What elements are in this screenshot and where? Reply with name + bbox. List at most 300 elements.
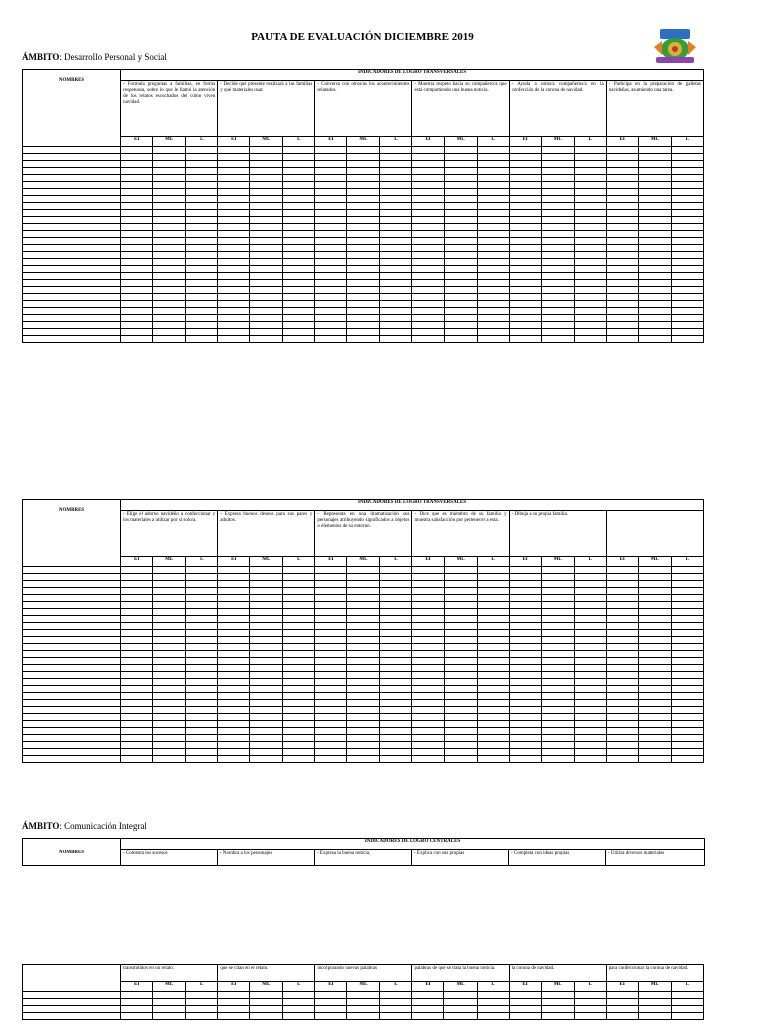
- student-name-cell[interactable]: [23, 259, 121, 266]
- score-cell[interactable]: [509, 336, 541, 343]
- student-name-cell[interactable]: [23, 301, 121, 308]
- score-cell[interactable]: [509, 658, 541, 665]
- score-cell[interactable]: [218, 322, 250, 329]
- score-cell[interactable]: [218, 665, 250, 672]
- score-cell[interactable]: [477, 322, 509, 329]
- score-cell[interactable]: [638, 999, 671, 1006]
- score-cell[interactable]: [347, 721, 380, 728]
- score-cell[interactable]: [671, 665, 703, 672]
- score-cell[interactable]: [186, 301, 218, 308]
- score-cell[interactable]: [509, 273, 541, 280]
- student-name-cell[interactable]: [23, 182, 121, 189]
- score-cell[interactable]: [347, 735, 380, 742]
- score-cell[interactable]: [315, 749, 347, 756]
- score-cell[interactable]: [541, 700, 574, 707]
- score-cell[interactable]: [186, 168, 218, 175]
- score-cell[interactable]: [541, 182, 574, 189]
- score-cell[interactable]: [606, 644, 638, 651]
- student-name-cell[interactable]: [23, 196, 121, 203]
- score-cell[interactable]: [444, 714, 477, 721]
- score-cell[interactable]: [509, 665, 541, 672]
- score-cell[interactable]: [218, 308, 250, 315]
- score-cell[interactable]: [121, 196, 153, 203]
- score-cell[interactable]: [315, 630, 347, 637]
- score-cell[interactable]: [606, 700, 638, 707]
- score-cell[interactable]: [186, 287, 218, 294]
- score-cell[interactable]: [638, 651, 671, 658]
- score-cell[interactable]: [186, 231, 218, 238]
- score-cell[interactable]: [380, 714, 412, 721]
- score-cell[interactable]: [315, 651, 347, 658]
- score-cell[interactable]: [638, 630, 671, 637]
- score-cell[interactable]: [574, 693, 606, 700]
- score-cell[interactable]: [574, 679, 606, 686]
- score-cell[interactable]: [606, 308, 638, 315]
- score-cell[interactable]: [153, 196, 186, 203]
- score-cell[interactable]: [509, 182, 541, 189]
- score-cell[interactable]: [218, 161, 250, 168]
- student-name-cell[interactable]: [23, 329, 121, 336]
- score-cell[interactable]: [250, 217, 283, 224]
- score-cell[interactable]: [671, 679, 703, 686]
- score-cell[interactable]: [444, 616, 477, 623]
- score-cell[interactable]: [671, 623, 703, 630]
- score-cell[interactable]: [574, 182, 606, 189]
- score-cell[interactable]: [218, 203, 250, 210]
- student-name-cell[interactable]: [23, 721, 121, 728]
- score-cell[interactable]: [444, 245, 477, 252]
- score-cell[interactable]: [671, 700, 703, 707]
- score-cell[interactable]: [380, 749, 412, 756]
- score-cell[interactable]: [574, 224, 606, 231]
- score-cell[interactable]: [186, 588, 218, 595]
- score-cell[interactable]: [315, 686, 347, 693]
- score-cell[interactable]: [218, 182, 250, 189]
- score-cell[interactable]: [671, 280, 703, 287]
- score-cell[interactable]: [121, 329, 153, 336]
- score-cell[interactable]: [315, 161, 347, 168]
- score-cell[interactable]: [606, 679, 638, 686]
- score-cell[interactable]: [574, 280, 606, 287]
- score-cell[interactable]: [671, 175, 703, 182]
- score-cell[interactable]: [121, 595, 153, 602]
- score-cell[interactable]: [186, 315, 218, 322]
- score-cell[interactable]: [121, 700, 153, 707]
- score-cell[interactable]: [606, 189, 638, 196]
- score-cell[interactable]: [121, 999, 153, 1006]
- score-cell[interactable]: [638, 728, 671, 735]
- student-name-cell[interactable]: [23, 224, 121, 231]
- score-cell[interactable]: [347, 623, 380, 630]
- score-cell[interactable]: [574, 742, 606, 749]
- score-cell[interactable]: [541, 175, 574, 182]
- score-cell[interactable]: [444, 756, 477, 763]
- score-cell[interactable]: [412, 735, 444, 742]
- score-cell[interactable]: [347, 280, 380, 287]
- score-cell[interactable]: [444, 735, 477, 742]
- score-cell[interactable]: [347, 714, 380, 721]
- score-cell[interactable]: [121, 252, 153, 259]
- score-cell[interactable]: [574, 595, 606, 602]
- score-cell[interactable]: [412, 168, 444, 175]
- score-cell[interactable]: [380, 336, 412, 343]
- score-cell[interactable]: [186, 574, 218, 581]
- score-cell[interactable]: [283, 1013, 315, 1020]
- score-cell[interactable]: [671, 637, 703, 644]
- score-cell[interactable]: [541, 154, 574, 161]
- student-name-cell[interactable]: [23, 728, 121, 735]
- score-cell[interactable]: [606, 721, 638, 728]
- score-cell[interactable]: [186, 665, 218, 672]
- score-cell[interactable]: [638, 231, 671, 238]
- score-cell[interactable]: [574, 651, 606, 658]
- score-cell[interactable]: [477, 203, 509, 210]
- score-cell[interactable]: [121, 154, 153, 161]
- score-cell[interactable]: [283, 658, 315, 665]
- score-cell[interactable]: [574, 714, 606, 721]
- score-cell[interactable]: [121, 992, 153, 999]
- score-cell[interactable]: [412, 273, 444, 280]
- score-cell[interactable]: [186, 602, 218, 609]
- score-cell[interactable]: [218, 224, 250, 231]
- score-cell[interactable]: [477, 1006, 509, 1013]
- score-cell[interactable]: [444, 721, 477, 728]
- score-cell[interactable]: [283, 238, 315, 245]
- score-cell[interactable]: [380, 567, 412, 574]
- score-cell[interactable]: [638, 672, 671, 679]
- student-name-cell[interactable]: [23, 231, 121, 238]
- score-cell[interactable]: [509, 238, 541, 245]
- score-cell[interactable]: [509, 301, 541, 308]
- score-cell[interactable]: [638, 644, 671, 651]
- score-cell[interactable]: [671, 602, 703, 609]
- score-cell[interactable]: [347, 651, 380, 658]
- score-cell[interactable]: [153, 728, 186, 735]
- score-cell[interactable]: [638, 693, 671, 700]
- score-cell[interactable]: [218, 574, 250, 581]
- score-cell[interactable]: [186, 280, 218, 287]
- score-cell[interactable]: [218, 728, 250, 735]
- score-cell[interactable]: [283, 154, 315, 161]
- student-name-cell[interactable]: [23, 154, 121, 161]
- score-cell[interactable]: [121, 749, 153, 756]
- score-cell[interactable]: [250, 644, 283, 651]
- score-cell[interactable]: [218, 679, 250, 686]
- score-cell[interactable]: [574, 294, 606, 301]
- score-cell[interactable]: [153, 595, 186, 602]
- score-cell[interactable]: [671, 686, 703, 693]
- score-cell[interactable]: [412, 336, 444, 343]
- score-cell[interactable]: [444, 175, 477, 182]
- score-cell[interactable]: [541, 581, 574, 588]
- score-cell[interactable]: [121, 574, 153, 581]
- score-cell[interactable]: [477, 308, 509, 315]
- score-cell[interactable]: [153, 693, 186, 700]
- score-cell[interactable]: [574, 686, 606, 693]
- student-name-cell[interactable]: [23, 707, 121, 714]
- score-cell[interactable]: [315, 154, 347, 161]
- score-cell[interactable]: [509, 329, 541, 336]
- score-cell[interactable]: [477, 147, 509, 154]
- student-name-cell[interactable]: [23, 280, 121, 287]
- score-cell[interactable]: [250, 245, 283, 252]
- score-cell[interactable]: [186, 161, 218, 168]
- score-cell[interactable]: [347, 252, 380, 259]
- score-cell[interactable]: [638, 224, 671, 231]
- student-name-cell[interactable]: [23, 336, 121, 343]
- score-cell[interactable]: [671, 301, 703, 308]
- score-cell[interactable]: [380, 637, 412, 644]
- score-cell[interactable]: [444, 329, 477, 336]
- score-cell[interactable]: [380, 294, 412, 301]
- score-cell[interactable]: [380, 329, 412, 336]
- score-cell[interactable]: [477, 301, 509, 308]
- score-cell[interactable]: [347, 1013, 380, 1020]
- score-cell[interactable]: [541, 231, 574, 238]
- score-cell[interactable]: [153, 315, 186, 322]
- score-cell[interactable]: [444, 651, 477, 658]
- score-cell[interactable]: [671, 630, 703, 637]
- score-cell[interactable]: [315, 273, 347, 280]
- score-cell[interactable]: [380, 644, 412, 651]
- score-cell[interactable]: [671, 742, 703, 749]
- score-cell[interactable]: [218, 154, 250, 161]
- score-cell[interactable]: [412, 992, 444, 999]
- student-name-cell[interactable]: [23, 217, 121, 224]
- student-name-cell[interactable]: [23, 749, 121, 756]
- score-cell[interactable]: [444, 567, 477, 574]
- score-cell[interactable]: [638, 637, 671, 644]
- score-cell[interactable]: [218, 259, 250, 266]
- score-cell[interactable]: [250, 992, 283, 999]
- score-cell[interactable]: [186, 609, 218, 616]
- score-cell[interactable]: [574, 616, 606, 623]
- score-cell[interactable]: [347, 154, 380, 161]
- score-cell[interactable]: [315, 1006, 347, 1013]
- score-cell[interactable]: [412, 1006, 444, 1013]
- score-cell[interactable]: [606, 651, 638, 658]
- score-cell[interactable]: [283, 308, 315, 315]
- score-cell[interactable]: [315, 217, 347, 224]
- score-cell[interactable]: [477, 182, 509, 189]
- score-cell[interactable]: [121, 665, 153, 672]
- score-cell[interactable]: [153, 210, 186, 217]
- score-cell[interactable]: [283, 217, 315, 224]
- score-cell[interactable]: [509, 623, 541, 630]
- score-cell[interactable]: [477, 224, 509, 231]
- score-cell[interactable]: [380, 658, 412, 665]
- score-cell[interactable]: [347, 728, 380, 735]
- score-cell[interactable]: [250, 266, 283, 273]
- score-cell[interactable]: [315, 714, 347, 721]
- score-cell[interactable]: [574, 259, 606, 266]
- score-cell[interactable]: [412, 294, 444, 301]
- score-cell[interactable]: [606, 686, 638, 693]
- score-cell[interactable]: [444, 189, 477, 196]
- score-cell[interactable]: [347, 336, 380, 343]
- score-cell[interactable]: [218, 602, 250, 609]
- score-cell[interactable]: [671, 672, 703, 679]
- score-cell[interactable]: [606, 301, 638, 308]
- score-cell[interactable]: [477, 273, 509, 280]
- student-name-cell[interactable]: [23, 644, 121, 651]
- score-cell[interactable]: [444, 749, 477, 756]
- score-cell[interactable]: [153, 623, 186, 630]
- score-cell[interactable]: [606, 280, 638, 287]
- student-name-cell[interactable]: [23, 602, 121, 609]
- score-cell[interactable]: [347, 161, 380, 168]
- score-cell[interactable]: [541, 644, 574, 651]
- score-cell[interactable]: [638, 238, 671, 245]
- score-cell[interactable]: [121, 287, 153, 294]
- score-cell[interactable]: [412, 651, 444, 658]
- score-cell[interactable]: [315, 301, 347, 308]
- student-name-cell[interactable]: [23, 238, 121, 245]
- score-cell[interactable]: [412, 308, 444, 315]
- score-cell[interactable]: [574, 315, 606, 322]
- score-cell[interactable]: [541, 245, 574, 252]
- score-cell[interactable]: [380, 1013, 412, 1020]
- score-cell[interactable]: [218, 686, 250, 693]
- score-cell[interactable]: [412, 756, 444, 763]
- score-cell[interactable]: [153, 238, 186, 245]
- score-cell[interactable]: [186, 992, 218, 999]
- score-cell[interactable]: [186, 294, 218, 301]
- score-cell[interactable]: [347, 588, 380, 595]
- score-cell[interactable]: [541, 259, 574, 266]
- score-cell[interactable]: [509, 147, 541, 154]
- score-cell[interactable]: [121, 679, 153, 686]
- score-cell[interactable]: [121, 161, 153, 168]
- score-cell[interactable]: [412, 749, 444, 756]
- score-cell[interactable]: [541, 161, 574, 168]
- score-cell[interactable]: [477, 266, 509, 273]
- score-cell[interactable]: [574, 707, 606, 714]
- score-cell[interactable]: [380, 280, 412, 287]
- score-cell[interactable]: [638, 1013, 671, 1020]
- score-cell[interactable]: [444, 707, 477, 714]
- score-cell[interactable]: [444, 168, 477, 175]
- score-cell[interactable]: [671, 616, 703, 623]
- score-cell[interactable]: [347, 273, 380, 280]
- score-cell[interactable]: [638, 266, 671, 273]
- student-name-cell[interactable]: [23, 315, 121, 322]
- score-cell[interactable]: [218, 196, 250, 203]
- score-cell[interactable]: [186, 700, 218, 707]
- score-cell[interactable]: [283, 287, 315, 294]
- score-cell[interactable]: [444, 672, 477, 679]
- score-cell[interactable]: [218, 329, 250, 336]
- score-cell[interactable]: [283, 644, 315, 651]
- score-cell[interactable]: [153, 574, 186, 581]
- score-cell[interactable]: [509, 231, 541, 238]
- score-cell[interactable]: [347, 308, 380, 315]
- score-cell[interactable]: [412, 189, 444, 196]
- score-cell[interactable]: [509, 616, 541, 623]
- score-cell[interactable]: [606, 609, 638, 616]
- score-cell[interactable]: [541, 315, 574, 322]
- score-cell[interactable]: [671, 161, 703, 168]
- score-cell[interactable]: [606, 574, 638, 581]
- score-cell[interactable]: [380, 238, 412, 245]
- score-cell[interactable]: [250, 672, 283, 679]
- score-cell[interactable]: [347, 700, 380, 707]
- score-cell[interactable]: [412, 217, 444, 224]
- score-cell[interactable]: [477, 245, 509, 252]
- score-cell[interactable]: [509, 756, 541, 763]
- score-cell[interactable]: [606, 175, 638, 182]
- score-cell[interactable]: [412, 245, 444, 252]
- score-cell[interactable]: [477, 581, 509, 588]
- score-cell[interactable]: [477, 196, 509, 203]
- score-cell[interactable]: [218, 700, 250, 707]
- score-cell[interactable]: [638, 588, 671, 595]
- score-cell[interactable]: [444, 252, 477, 259]
- score-cell[interactable]: [186, 728, 218, 735]
- score-cell[interactable]: [412, 147, 444, 154]
- score-cell[interactable]: [347, 567, 380, 574]
- score-cell[interactable]: [412, 287, 444, 294]
- score-cell[interactable]: [347, 315, 380, 322]
- score-cell[interactable]: [541, 623, 574, 630]
- score-cell[interactable]: [638, 595, 671, 602]
- score-cell[interactable]: [153, 182, 186, 189]
- score-cell[interactable]: [380, 217, 412, 224]
- score-cell[interactable]: [283, 630, 315, 637]
- score-cell[interactable]: [380, 266, 412, 273]
- score-cell[interactable]: [541, 1006, 574, 1013]
- score-cell[interactable]: [606, 567, 638, 574]
- score-cell[interactable]: [153, 1013, 186, 1020]
- score-cell[interactable]: [218, 609, 250, 616]
- score-cell[interactable]: [509, 595, 541, 602]
- score-cell[interactable]: [283, 196, 315, 203]
- score-cell[interactable]: [412, 231, 444, 238]
- score-cell[interactable]: [444, 644, 477, 651]
- score-cell[interactable]: [153, 602, 186, 609]
- score-cell[interactable]: [606, 259, 638, 266]
- score-cell[interactable]: [606, 665, 638, 672]
- score-cell[interactable]: [218, 672, 250, 679]
- score-cell[interactable]: [218, 992, 250, 999]
- score-cell[interactable]: [283, 651, 315, 658]
- score-cell[interactable]: [509, 1013, 541, 1020]
- score-cell[interactable]: [477, 175, 509, 182]
- score-cell[interactable]: [218, 658, 250, 665]
- score-cell[interactable]: [315, 280, 347, 287]
- score-cell[interactable]: [347, 581, 380, 588]
- score-cell[interactable]: [477, 1013, 509, 1020]
- score-cell[interactable]: [121, 735, 153, 742]
- score-cell[interactable]: [412, 266, 444, 273]
- score-cell[interactable]: [380, 1006, 412, 1013]
- score-cell[interactable]: [121, 588, 153, 595]
- score-cell[interactable]: [283, 721, 315, 728]
- score-cell[interactable]: [250, 749, 283, 756]
- score-cell[interactable]: [606, 623, 638, 630]
- score-cell[interactable]: [218, 623, 250, 630]
- score-cell[interactable]: [380, 203, 412, 210]
- score-cell[interactable]: [283, 147, 315, 154]
- score-cell[interactable]: [638, 196, 671, 203]
- score-cell[interactable]: [638, 154, 671, 161]
- score-cell[interactable]: [153, 154, 186, 161]
- score-cell[interactable]: [315, 224, 347, 231]
- student-name-cell[interactable]: [23, 672, 121, 679]
- score-cell[interactable]: [380, 245, 412, 252]
- score-cell[interactable]: [121, 686, 153, 693]
- score-cell[interactable]: [606, 294, 638, 301]
